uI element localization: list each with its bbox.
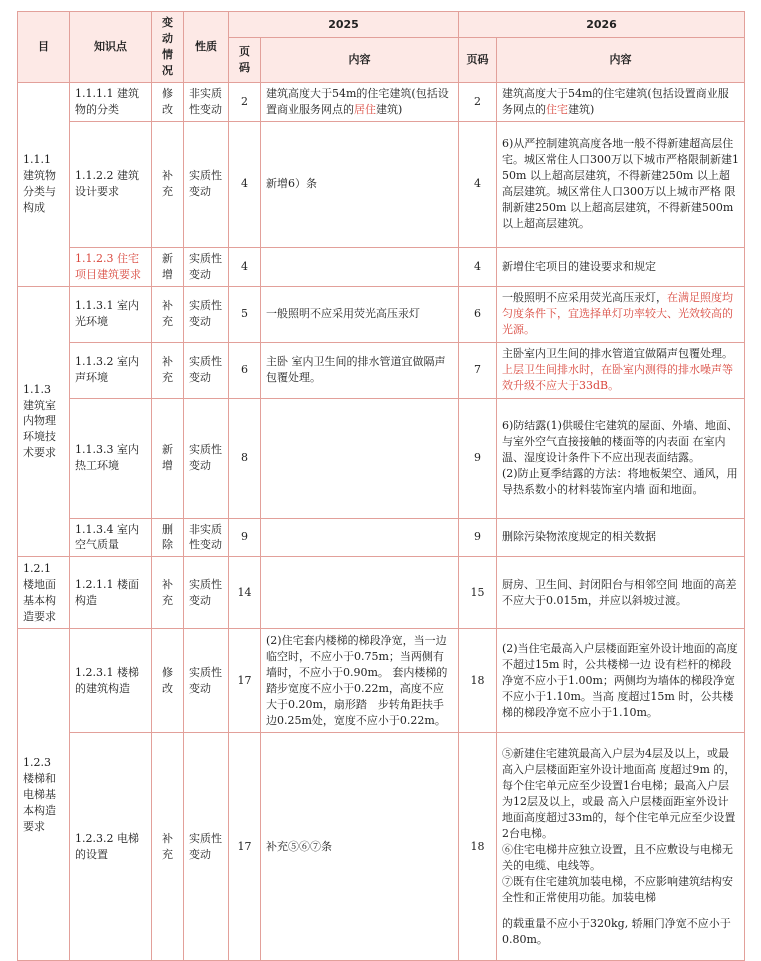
change-type: 修改 xyxy=(152,82,184,121)
header-nature: 性质 xyxy=(184,12,229,83)
content-2026: (2)当住宅最高入户层楼面距室外设计地面的高度不超过15m 时，公共楼梯一边 设有栏杆的梯段净宽不应小于1.00m；两侧均为墙体的梯段净宽不应小于1.10m。当高 度超过15m 时，公共楼梯的梯段净宽不应小于1.10m。 xyxy=(497,629,745,733)
content-text: 建筑高度大于54m的住宅建筑(包括设置商业服务网点的 xyxy=(266,86,449,116)
knowledge-point: 1.1.1.1 建筑物的分类 xyxy=(70,82,152,121)
page-2025: 2 xyxy=(229,82,261,121)
page-2025: 8 xyxy=(229,398,261,518)
content-text: 的载重量不应小于320kg, 轿厢门净宽不应小于0.80m。 xyxy=(502,916,731,946)
header-page-2026: 页码 xyxy=(459,38,497,83)
content-2026 xyxy=(497,82,745,121)
content-2026 xyxy=(497,286,745,342)
highlight-text: 居住 xyxy=(354,102,376,116)
change-type: 修改 xyxy=(152,629,184,733)
nature: 非实质性变动 xyxy=(184,82,229,121)
highlight-text: 住宅 xyxy=(546,102,568,116)
header-year-2026: 2026 xyxy=(459,12,745,38)
page-2025: 5 xyxy=(229,286,261,342)
page-2026: 2 xyxy=(459,82,497,121)
group-title: 1.1.1 建筑物分类与构成 xyxy=(18,82,70,286)
page-2026: 4 xyxy=(459,121,497,247)
page-2026: 9 xyxy=(459,398,497,518)
table-row xyxy=(18,82,745,121)
content-2026: 厨房、卫生间、封闭阳台与相邻空间 地面的高差不应大于0.015m，并应以斜坡过渡。 xyxy=(497,557,745,629)
content-text: ⑤新建住宅建筑最高入户层为4层及以上，或最高入户层楼面距室外设计地面高 度超过9m 的，每个住宅单元应至少设置1台电梯；最高入户层为12层及以上，或最 高入户层楼面距室外设计地面高度超过33m的，每个住宅单元应至少设置2台电梯。 xyxy=(502,747,736,840)
change-type: 补充 xyxy=(152,557,184,629)
nature: 非实质性变动 xyxy=(184,518,229,557)
table-row xyxy=(18,286,745,342)
nature: 实质性变动 xyxy=(184,733,229,961)
change-type: 删除 xyxy=(152,518,184,557)
content-2025: 一般照明不应采用荧光高压汞灯 xyxy=(261,286,459,342)
content-2025: 补充⑤⑥⑦条 xyxy=(261,733,459,961)
knowledge-point: 1.2.3.1 楼梯的建筑构造 xyxy=(70,629,152,733)
comparison-table xyxy=(17,11,745,961)
page-2025: 17 xyxy=(229,629,261,733)
content-text: ⑦既有住宅建筑加装电梯，不应影响建筑结构安全性和正常使用功能。加装电梯 xyxy=(502,874,733,904)
knowledge-point: 1.1.2.2 建筑设计要求 xyxy=(70,121,152,247)
knowledge-point: 1.1.3.1 室内光环境 xyxy=(70,286,152,342)
table-row xyxy=(18,342,745,398)
page-2025: 4 xyxy=(229,121,261,247)
page-2026: 4 xyxy=(459,247,497,286)
page-2025: 9 xyxy=(229,518,261,557)
nature: 实质性变动 xyxy=(184,121,229,247)
page-2026: 7 xyxy=(459,342,497,398)
nature: 实质性变动 xyxy=(184,342,229,398)
content-2026 xyxy=(497,398,745,518)
content-text: 6)防结露(1)供暖住宅建筑的屋面、外墙、地面、与室外空气直接接触的楼面等的内表面 在室内温、湿度设计条件下不应出现表面结露。 xyxy=(502,419,738,465)
group-title: 1.2.3 楼梯和电梯基本构造要求 xyxy=(18,629,70,961)
page-2026: 18 xyxy=(459,629,497,733)
nature: 实质性变动 xyxy=(184,629,229,733)
knowledge-point: 1.2.3.2 电梯的设置 xyxy=(70,733,152,961)
page-2025: 6 xyxy=(229,342,261,398)
header-knowledge-point: 知识点 xyxy=(70,12,152,83)
content-2026 xyxy=(497,733,745,961)
content-2026 xyxy=(497,342,745,398)
content-text: 建筑) xyxy=(376,102,403,116)
content-text: ⑥住宅电梯井应独立设置，且不应敷设与电梯无关的电缆、电线等。 xyxy=(502,842,733,872)
content-text: 主卧室内卫生间的排水管道宜做隔声包覆处理。 xyxy=(502,347,733,361)
table-row xyxy=(18,629,745,733)
table-row xyxy=(18,518,745,557)
highlight-text: 在满足照度均匀度条件下，宜选择单灯功率较大、光效较高的光源。 xyxy=(502,291,733,336)
page-2026: 9 xyxy=(459,518,497,557)
change-type: 新增 xyxy=(152,398,184,518)
page-2025: 14 xyxy=(229,557,261,629)
content-text: 一般照明不应采用荧光高压汞灯， xyxy=(502,291,667,305)
page-2026: 15 xyxy=(459,557,497,629)
knowledge-point: 1.2.1.1 楼面构造 xyxy=(70,557,152,629)
page-2025: 4 xyxy=(229,247,261,286)
content-text: 建筑高度大于54m的住宅建筑(包括设置商业服务网点的 xyxy=(502,86,729,116)
content-2025: 新增6）条 xyxy=(261,121,459,247)
table-row xyxy=(18,557,745,629)
change-type: 新增 xyxy=(152,247,184,286)
header-content-2025: 内容 xyxy=(261,38,459,83)
knowledge-point: 1.1.2.3 住宅项目建筑要求 xyxy=(70,247,152,286)
content-2025 xyxy=(261,557,459,629)
table-row xyxy=(18,398,745,518)
table-row xyxy=(18,121,745,247)
change-type: 补充 xyxy=(152,733,184,961)
nature: 实质性变动 xyxy=(184,398,229,518)
highlight-text: 上层卫生间排水时，在卧室内测得的排水噪声等效升级不应大于33dB。 xyxy=(502,363,733,392)
knowledge-point: 1.1.3.2 室内声环境 xyxy=(70,342,152,398)
table-row xyxy=(18,733,745,961)
knowledge-point: 1.1.3.4 室内空气质量 xyxy=(70,518,152,557)
content-2025 xyxy=(261,398,459,518)
nature: 实质性变动 xyxy=(184,286,229,342)
header-content-2026: 内容 xyxy=(497,38,745,83)
content-2026: 6)从严控制建筑高度各地一般不得新建超高层住宅。城区常住人口300万以下城市严格限制新建150m 以上超高层建筑，不得新建250m 以上超高层建筑。城区常住人口300万以上城市严格 限制新建250m 以上超高层建筑，不得新建500m 以上超高层建筑。 xyxy=(497,121,745,247)
header-year-2025: 2025 xyxy=(229,12,459,38)
group-title: 1.1.3 建筑室内物理环境技术要求 xyxy=(18,286,70,557)
content-2025 xyxy=(261,247,459,286)
content-text: 建筑) xyxy=(568,102,595,116)
content-2025: (2)住宅套内楼梯的梯段净宽，当一边临空时，不应小于0.75m；当两侧有墙时，不应小于0.90m。 套内楼梯的踏步宽度不应小于0.22m，高度不应大于0.20m，扇形踏 步转角距扶手边0.25m处，宽度不应小于0.22m。 xyxy=(261,629,459,733)
page-2026: 18 xyxy=(459,733,497,961)
table-row xyxy=(18,247,745,286)
content-2026: 删除污染物浓度规定的相关数据 xyxy=(497,518,745,557)
content-2026: 新增住宅项目的建设要求和规定 xyxy=(497,247,745,286)
group-title: 1.2.1 楼地面基本构造要求 xyxy=(18,557,70,629)
knowledge-point: 1.1.3.3 室内热工环境 xyxy=(70,398,152,518)
page-2026: 6 xyxy=(459,286,497,342)
change-type: 补充 xyxy=(152,342,184,398)
change-type: 补充 xyxy=(152,121,184,247)
nature: 实质性变动 xyxy=(184,557,229,629)
page-2025: 17 xyxy=(229,733,261,961)
content-2025 xyxy=(261,518,459,557)
change-type: 补充 xyxy=(152,286,184,342)
header-change: 变动情况 xyxy=(152,12,184,83)
nature: 实质性变动 xyxy=(184,247,229,286)
content-text: (2)防止夏季结露的方法：将地板架空、通风，用导热系数小的材料装饰室内墙 面和地面。 xyxy=(502,466,738,496)
header-mu: 目 xyxy=(18,12,70,83)
content-2025 xyxy=(261,82,459,121)
header-page-2025: 页码 xyxy=(229,38,261,83)
content-2025: 主卧 室内卫生间的排水管道宜做隔声包覆处理。 xyxy=(261,342,459,398)
